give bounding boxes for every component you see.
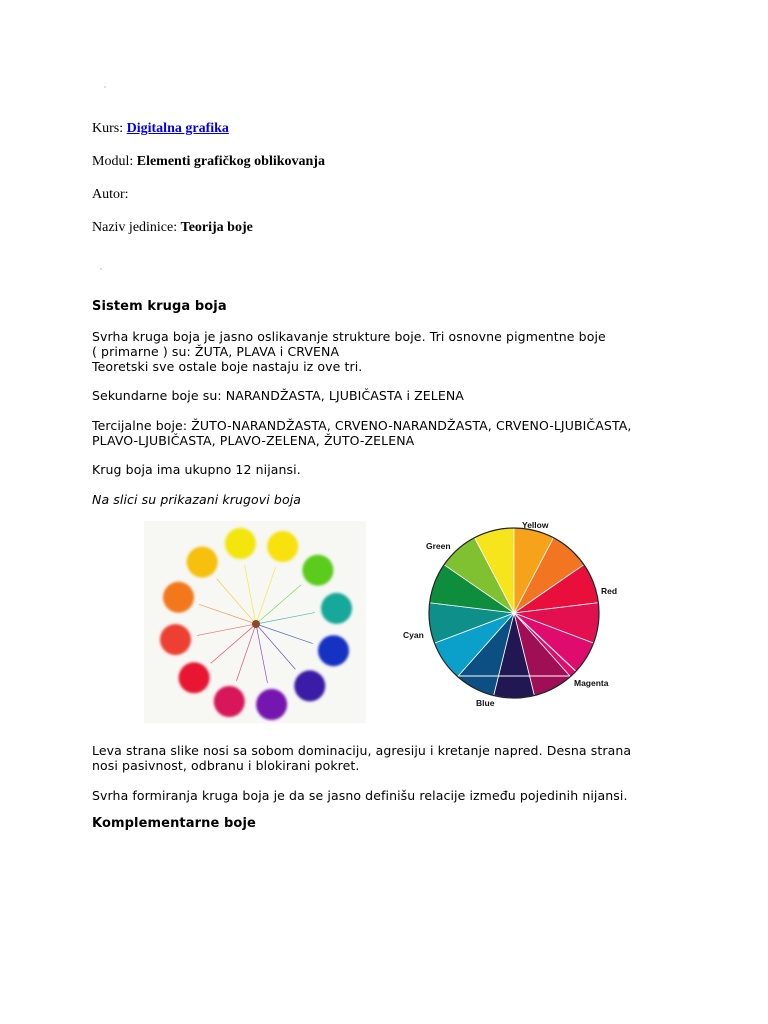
- image-caption: Na slici su prikazani krugovi boja: [92, 492, 302, 507]
- color-blob: [318, 635, 349, 666]
- wheel-sectors: [429, 528, 599, 698]
- wheel-center: [252, 620, 260, 628]
- blurred-color-wheel-image: [144, 521, 366, 723]
- color-blob: [160, 624, 191, 655]
- module-value: Elementi grafičkog oblikovanja: [136, 154, 325, 169]
- labeled-color-wheel-image: [396, 512, 636, 712]
- module-line: [92, 154, 325, 170]
- course-line: [92, 121, 229, 137]
- paragraph-line: ( primarne ) su: ŽUTA, PLAVA i CRVENA: [92, 344, 340, 359]
- course-link[interactable]: Digitalna grafika: [126, 121, 229, 136]
- color-blob: [225, 528, 256, 559]
- color-blob: [267, 531, 298, 562]
- paragraph-line: Leva strana slike nosi sa sobom dominaciju, agresiju i kretanje napred. Desna strana: [92, 743, 632, 758]
- label-green: Green: [426, 541, 451, 551]
- label-yellow: Yellow: [522, 520, 549, 530]
- color-blob: [321, 593, 352, 624]
- color-blob: [256, 689, 287, 720]
- paragraph-count: Krug boja ima ukupno 12 nijansi.: [92, 462, 301, 477]
- paragraph-line: PLAVO-LJUBIČASTA, PLAVO-ZELENA, ŽUTO-ZELENA: [92, 433, 415, 448]
- decorative-dot: [100, 268, 102, 270]
- decorative-dot: [104, 86, 106, 88]
- color-blob: [302, 555, 333, 586]
- paragraph-purpose: [92, 329, 674, 374]
- label-blue: Blue: [476, 698, 495, 708]
- color-blob: [187, 547, 218, 578]
- unit-line: [92, 220, 253, 236]
- paragraph-tertiary: [92, 418, 674, 448]
- paragraph-line: Teoretski sve ostale boje nastaju iz ove tri.: [92, 359, 363, 374]
- unit-value: Teorija boje: [180, 220, 253, 235]
- author-label: Autor:: [92, 187, 129, 202]
- author-line: [92, 187, 129, 203]
- paragraph-line: nosi pasivnost, odbranu i blokirani pokret.: [92, 758, 360, 773]
- paragraph-secondary: Sekundarne boje su: NARANDŽASTA, LJUBIČASTA i ZELENA: [92, 388, 464, 403]
- course-label: Kurs:: [92, 121, 124, 136]
- section-heading-complementary: Komplementarne boje: [92, 816, 256, 831]
- color-blob: [294, 670, 325, 701]
- color-blob: [214, 686, 245, 717]
- paragraph-line: Tercijalne boje: ŽUTO-NARANDŽASTA, CRVENO-NARANDŽASTA, CRVENO-LJUBIČASTA,: [92, 418, 632, 433]
- label-red: Red: [601, 586, 618, 596]
- color-blob: [179, 662, 210, 693]
- paragraph-line: Svrha kruga boja je jasno oslikavanje strukture boje. Tri osnovne pigmentne boje: [92, 329, 606, 344]
- unit-label: Naziv jedinice:: [92, 220, 178, 235]
- paragraph-relations: Svrha formiranja kruga boja je da se jasno definišu relacije između pojedinih nijansi.: [92, 788, 628, 803]
- module-label: Modul:: [92, 154, 134, 169]
- section-heading-color-wheel: Sistem kruga boja: [92, 299, 227, 314]
- label-cyan: Cyan: [403, 630, 424, 640]
- color-blob: [163, 582, 194, 613]
- paragraph-sides: [92, 743, 674, 773]
- label-magenta: Magenta: [574, 678, 609, 688]
